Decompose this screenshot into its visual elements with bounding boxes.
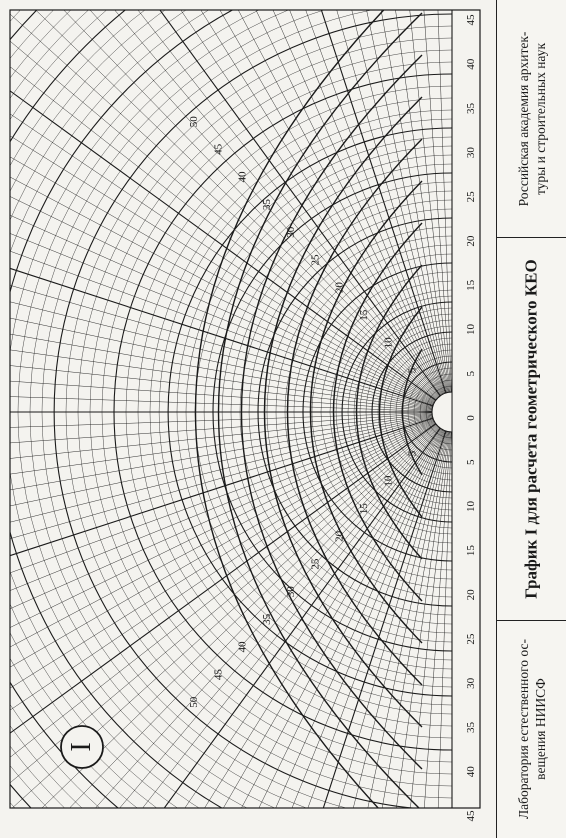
radial-line <box>0 0 452 412</box>
altitude-label-lower: 15 <box>357 309 370 321</box>
radial-line <box>0 412 452 537</box>
scale-tick-label: 20 <box>465 589 477 601</box>
scale-tick-label: 5 <box>465 371 477 377</box>
altitude-label-lower: 40 <box>236 171 249 183</box>
radial-line <box>0 412 452 702</box>
altitude-label-upper: 15 <box>357 503 370 515</box>
chart-title: График I для расчета геометрического КЕО <box>521 259 541 599</box>
altitude-label-upper: 35 <box>260 613 273 625</box>
radial-line <box>0 0 452 412</box>
scale-tick-label: 5 <box>465 459 477 465</box>
altitude-label-lower: 10 <box>382 337 395 349</box>
radial-line <box>0 0 452 412</box>
radial-line <box>0 0 452 412</box>
scale-tick-label: 45 <box>465 14 477 26</box>
scale-tick-label: 45 <box>465 810 477 822</box>
altitude-label-upper: 10 <box>382 475 395 487</box>
scale-tick-label: 20 <box>465 235 477 247</box>
altitude-label-upper: 45 <box>212 669 225 681</box>
radial-line <box>0 122 452 412</box>
scale-tick-label: 35 <box>465 102 477 114</box>
altitude-label-lower: 30 <box>285 226 298 238</box>
radial-line <box>0 0 452 412</box>
scale-tick-label: 30 <box>465 677 477 689</box>
radial-line <box>0 0 452 412</box>
scale-tick-label: 0 <box>465 415 477 421</box>
org-top-label <box>515 0 549 238</box>
scale-tick-label: 40 <box>465 766 477 778</box>
radial-line <box>0 0 452 412</box>
radial-major-line <box>0 41 452 412</box>
radial-line <box>0 0 452 412</box>
radial-major-line <box>0 0 452 412</box>
scale-tick-label: 25 <box>465 191 477 203</box>
radial-line <box>0 0 452 412</box>
radial-line <box>0 0 452 412</box>
radial-line <box>0 0 452 412</box>
altitude-label-lower: 50 <box>187 116 200 128</box>
altitude-label-lower: 20 <box>333 282 346 294</box>
altitude-label-upper: 50 <box>187 696 200 708</box>
scale-tick-label: 10 <box>465 324 477 336</box>
altitude-label-lower: 35 <box>260 199 273 211</box>
scale-tick-label: 10 <box>465 500 477 512</box>
altitude-label-upper: 30 <box>285 586 298 598</box>
radial-line <box>0 0 452 412</box>
graph-number: I <box>66 742 97 752</box>
radial-line <box>0 0 452 412</box>
radial-line <box>162 0 452 412</box>
scale-tick-label: 15 <box>465 545 477 557</box>
org-bottom-label <box>515 620 549 838</box>
scale-tick-label: 40 <box>465 58 477 70</box>
org-top-line-2: туры и строительных наук <box>533 42 548 196</box>
org-bottom-line-2: вещения НИИСФ <box>533 678 548 780</box>
altitude-label-lower: 25 <box>309 254 322 266</box>
radial-line <box>0 0 452 412</box>
scale-tick-label: 30 <box>465 147 477 159</box>
radial-line <box>0 0 452 412</box>
scale-tick-label: 35 <box>465 722 477 734</box>
org-bottom-line-1: Лаборатория естественного ос- <box>516 639 531 820</box>
scale-tick-label: 15 <box>465 279 477 291</box>
radial-line <box>0 0 452 412</box>
altitude-label-upper: 5 <box>406 450 419 457</box>
radial-line <box>0 0 452 412</box>
radial-line <box>0 2 452 412</box>
radial-major-line <box>0 0 452 412</box>
altitude-label-upper: 40 <box>236 641 249 653</box>
scale-tick-label: 25 <box>465 633 477 645</box>
radial-line <box>0 0 452 412</box>
radial-line <box>0 0 452 412</box>
graph-number-badge <box>58 723 106 771</box>
altitude-label-upper: 20 <box>333 530 346 542</box>
org-top-line-1: Российская академия архитек- <box>516 31 531 207</box>
radial-line <box>0 0 452 412</box>
altitude-label-lower: 45 <box>212 143 225 155</box>
altitude-label-lower: 5 <box>406 367 419 374</box>
title-block <box>496 0 566 838</box>
altitude-label-upper: 25 <box>309 558 322 570</box>
radial-line <box>0 0 452 412</box>
